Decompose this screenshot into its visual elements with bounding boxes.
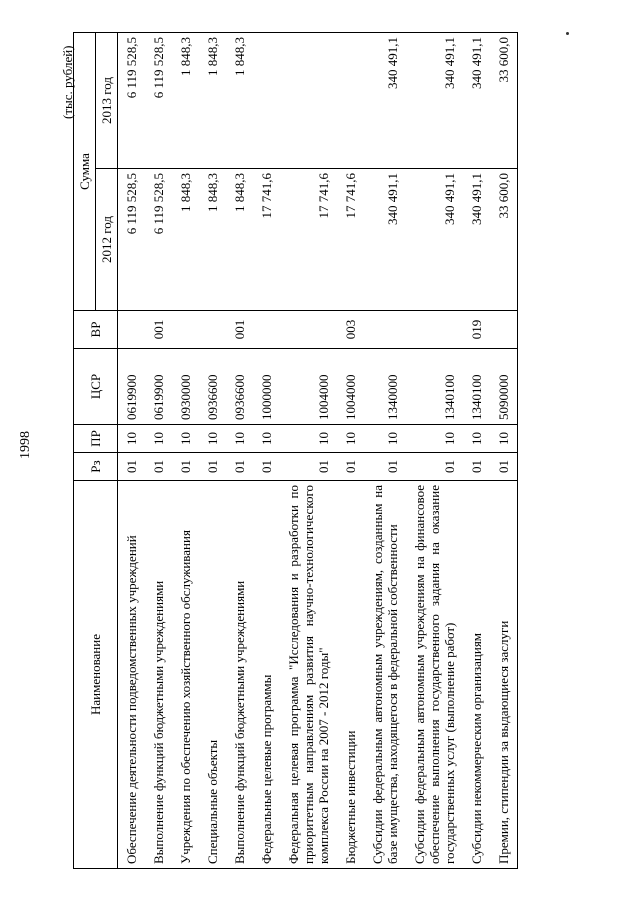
cell-pr: 10 [280, 425, 337, 453]
cell-2013: 340 491,1 [463, 33, 490, 169]
table-row [280, 33, 337, 869]
cell-pr: 10 [199, 425, 226, 453]
table-row [145, 33, 172, 869]
cell-2013 [253, 33, 280, 169]
cell-2013: 6 119 528,5 [118, 33, 146, 169]
table-row [490, 33, 518, 869]
cell-2012: 17 741,6 [253, 169, 280, 311]
cell-2012: 1 848,3 [226, 169, 253, 311]
cell-2013: 33 600,0 [490, 33, 518, 169]
cell-2012: 1 848,3 [199, 169, 226, 311]
cell-pr: 10 [490, 425, 518, 453]
cell-rz: 01 [364, 453, 406, 481]
cell-vr [253, 311, 280, 349]
cell-2013: 1 848,3 [226, 33, 253, 169]
cell-name: Федеральные целевые программы [253, 481, 280, 869]
cell-csr: 1340100 [463, 349, 490, 425]
table-row [463, 33, 490, 869]
header-rz: Рз [74, 453, 118, 481]
cell-rz: 01 [406, 453, 463, 481]
cell-2013: 340 491,1 [364, 33, 406, 169]
cell-vr [364, 311, 406, 349]
cell-2012: 6 119 528,5 [118, 169, 146, 311]
cell-csr: 0619900 [145, 349, 172, 425]
cell-pr: 10 [226, 425, 253, 453]
cell-2012: 1 848,3 [172, 169, 199, 311]
cell-2012: 17 741,6 [337, 169, 364, 311]
table-body [118, 33, 518, 869]
cell-vr: 001 [145, 311, 172, 349]
cell-name: Выполнение функций бюджетными учреждениями [226, 481, 253, 869]
cell-vr: 003 [337, 311, 364, 349]
cell-2012: 6 119 528,5 [145, 169, 172, 311]
cell-csr: 1004000 [337, 349, 364, 425]
table-row [226, 33, 253, 869]
cell-csr: 0936600 [199, 349, 226, 425]
header-pr: ПР [74, 425, 118, 453]
cell-name: Учреждения по обеспечению хозяйственного обслуживания [172, 481, 199, 869]
cell-rz: 01 [337, 453, 364, 481]
cell-pr: 10 [145, 425, 172, 453]
cell-pr: 10 [463, 425, 490, 453]
cell-pr: 10 [172, 425, 199, 453]
table-row [364, 33, 406, 869]
cell-vr: 001 [226, 311, 253, 349]
table-row [199, 33, 226, 869]
cell-csr: 1340000 [364, 349, 406, 425]
cell-rz: 01 [280, 453, 337, 481]
cell-csr: 5090000 [490, 349, 518, 425]
cell-vr [118, 311, 146, 349]
page-number: 1998 [18, 431, 33, 459]
cell-rz: 01 [226, 453, 253, 481]
cell-rz: 01 [463, 453, 490, 481]
cell-2012: 33 600,0 [490, 169, 518, 311]
cell-vr [280, 311, 337, 349]
table-row [172, 33, 199, 869]
cell-vr [199, 311, 226, 349]
cell-name: Премии, стипендии за выдающиеся заслуги [490, 481, 518, 869]
cell-rz: 01 [172, 453, 199, 481]
cell-csr: 0936600 [226, 349, 253, 425]
cell-vr [172, 311, 199, 349]
cell-2013 [280, 33, 337, 169]
cell-vr [406, 311, 463, 349]
table-row [406, 33, 463, 869]
cell-2013: 1 848,3 [199, 33, 226, 169]
cell-name: Субсидии федеральным автономным учреждениям на финансовое обеспечение выполнения государственного задания на оказание государственных услуг (выполнение работ) [406, 481, 463, 869]
cell-rz: 01 [118, 453, 146, 481]
cell-name: Выполнение функций бюджетными учреждениями [145, 481, 172, 869]
cell-name: Федеральная целевая программа "Исследования и разработки по приоритетным направлениям развития научно-технологического комплекса России на 2007 - 2012 годы" [280, 481, 337, 869]
table-row [253, 33, 280, 869]
cell-csr: 1000000 [253, 349, 280, 425]
cell-2013 [337, 33, 364, 169]
cell-2012: 340 491,1 [406, 169, 463, 311]
cell-name: Бюджетные инвестиции [337, 481, 364, 869]
header-2013: 2013 год [96, 33, 118, 169]
header-name: Наименование [74, 481, 118, 869]
cell-2012: 340 491,1 [463, 169, 490, 311]
cell-2013: 1 848,3 [172, 33, 199, 169]
cell-name: Субсидии федеральным автономным учреждениям, созданным на базе имущества, находящегося в федеральной собственности [364, 481, 406, 869]
header-2012: 2012 год [96, 169, 118, 311]
header-vr: ВР [74, 311, 118, 349]
cell-pr: 10 [118, 425, 146, 453]
cell-2012: 340 491,1 [364, 169, 406, 311]
cell-vr: 019 [463, 311, 490, 349]
table-row [337, 33, 364, 869]
cell-2013: 340 491,1 [406, 33, 463, 169]
cell-csr: 0930000 [172, 349, 199, 425]
cell-2012: 17 741,6 [280, 169, 337, 311]
header-sum: Сумма [74, 33, 96, 311]
cell-csr: 0619900 [118, 349, 146, 425]
table-row [118, 33, 146, 869]
budget-table [73, 32, 518, 869]
cell-pr: 10 [253, 425, 280, 453]
cell-name: Обеспечение деятельности подведомственных учреждений [118, 481, 146, 869]
cell-rz: 01 [490, 453, 518, 481]
cell-vr [490, 311, 518, 349]
cell-pr: 10 [364, 425, 406, 453]
cell-pr: 10 [337, 425, 364, 453]
cell-csr: 1340100 [406, 349, 463, 425]
cell-name: Специальные объекты [199, 481, 226, 869]
header-csr: ЦСР [74, 349, 118, 425]
header-row [74, 33, 96, 869]
cell-rz: 01 [253, 453, 280, 481]
units-label: (тыс. рублей) [60, 45, 75, 119]
cell-csr: 1004000 [280, 349, 337, 425]
cell-2013: 6 119 528,5 [145, 33, 172, 169]
cell-pr: 10 [406, 425, 463, 453]
scan-dot [566, 32, 569, 35]
cell-name: Субсидии некоммерческим организациям [463, 481, 490, 869]
cell-rz: 01 [199, 453, 226, 481]
cell-rz: 01 [145, 453, 172, 481]
